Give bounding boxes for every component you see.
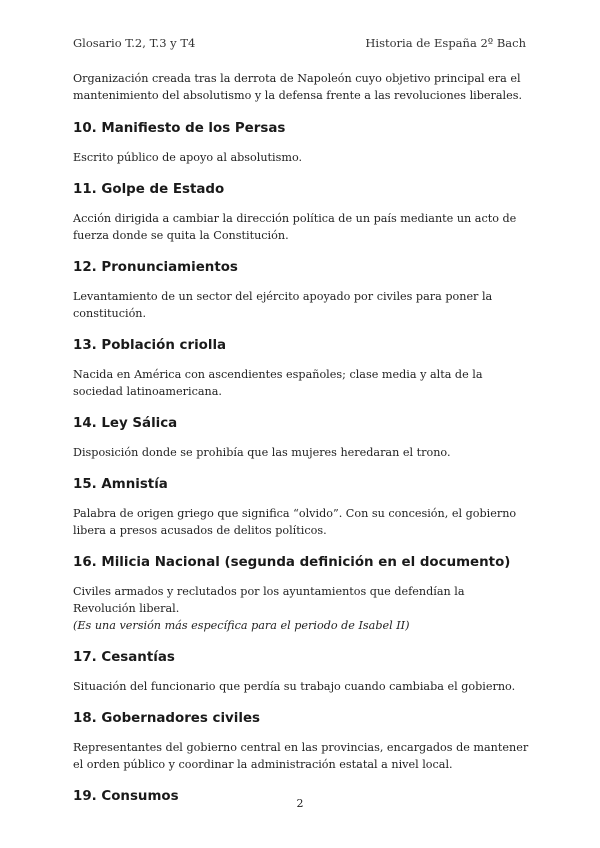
entry-definition: Palabra de origen griego que significa “olvido”. Con su concesión, el gobierno libera a presos acusados de delitos políticos. (73, 507, 517, 537)
entry-definition: Nacida en América con ascendientes españoles; clase media y alta de la sociedad latinoamericana. (73, 368, 483, 398)
entry-term: 10. Manifiesto de los Persas (73, 121, 286, 136)
entry-term: 14. Ley Sálica (73, 416, 178, 431)
entry-note: (Es una versión más específica para el periodo de Isabel II) (73, 619, 410, 632)
header-subject-title: Historia de España 2º Bach (365, 36, 526, 50)
entry-term: 19. Consumos (73, 789, 179, 804)
entry-definition: Levantamiento de un sector del ejército apoyado por civiles para poner la constitución. (73, 290, 493, 320)
page-number: 2 (296, 797, 304, 810)
glossary-entry (73, 181, 529, 244)
entry-term: 15. Amnistía (73, 477, 168, 492)
entry-definition: Civiles armados y reclutados por los ayuntamientos que defendían la Revolución liberal. (73, 585, 465, 615)
entry-definition: Acción dirigida a cambiar la dirección política de un país mediante un acto de fuerza donde se quita la Constitución. (73, 212, 517, 242)
entry-term: 16. Milicia Nacional (segunda definición en el documento) (73, 555, 511, 570)
glossary-entry (73, 554, 529, 634)
glossary-entry (73, 337, 529, 400)
entry-term: 13. Población criolla (73, 338, 227, 353)
glossary-entry (73, 120, 529, 166)
entry-term: 12. Pronunciamientos (73, 260, 238, 275)
entry-term: 17. Cesantías (73, 650, 175, 665)
header-course-title: Glosario T.2, T.3 y T4 (73, 36, 196, 50)
glossary-entry (73, 710, 529, 773)
entry-term: 18. Gobernadores civiles (73, 711, 261, 726)
glossary-content (73, 70, 529, 806)
glossary-entry (73, 259, 529, 322)
glossary-entry (73, 415, 529, 461)
entry-definition: Escrito público de apoyo al absolutismo. (73, 151, 303, 164)
glossary-entry (73, 649, 529, 695)
glossary-entry (73, 476, 529, 539)
page-header (73, 36, 526, 52)
entry-definition: Situación del funcionario que perdía su trabajo cuando cambiaba el gobierno. (73, 680, 516, 693)
intro-paragraph: Organización creada tras la derrota de Napoleón cuyo objetivo principal era el mantenimiento del absolutismo y la defensa frente a las revoluciones liberales. (73, 72, 523, 102)
entry-term: 11. Golpe de Estado (73, 182, 225, 197)
entry-definition: Representantes del gobierno central en las provincias, encargados de mantener el orden público y coordinar la administración estatal a nivel local. (73, 741, 529, 771)
entry-definition: Disposición donde se prohibía que las mujeres heredaran el trono. (73, 446, 451, 459)
